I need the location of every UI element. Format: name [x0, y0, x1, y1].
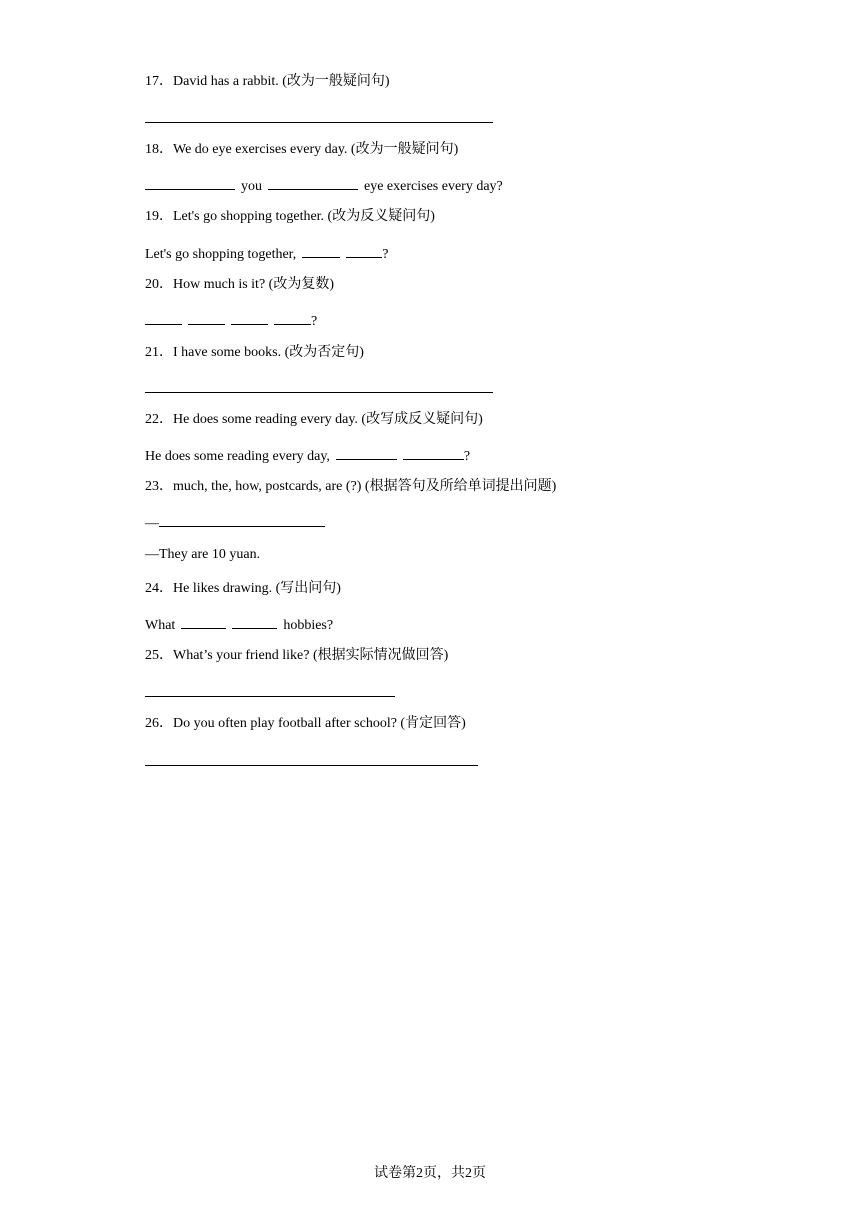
- answer-line-25[interactable]: [145, 696, 395, 697]
- reply-23: [145, 546, 260, 564]
- question-separator: ．: [159, 277, 173, 292]
- question-number: 26: [145, 716, 159, 731]
- question-number: 17: [145, 74, 159, 89]
- question-25: [145, 647, 448, 665]
- answer-blank[interactable]: [145, 310, 182, 325]
- question-21: [145, 344, 364, 362]
- answer-text: hobbies?: [283, 618, 334, 633]
- answer-blank[interactable]: [336, 445, 397, 460]
- question-26: [145, 715, 466, 733]
- answer-blank[interactable]: [181, 614, 226, 629]
- answer-blank[interactable]: [268, 175, 358, 190]
- question-text: What’s your friend like? (根据实际情况做回答): [173, 648, 449, 663]
- answer-blank[interactable]: [232, 614, 277, 629]
- answer-line-17[interactable]: [145, 122, 493, 123]
- question-text: How much is it? (改为复数): [173, 277, 334, 292]
- question-23: [145, 478, 556, 496]
- answer-dash: —: [145, 516, 159, 531]
- answer-24: [145, 614, 333, 635]
- answer-end: ?: [311, 314, 318, 329]
- answer-text: Let's go shopping together,: [145, 247, 297, 262]
- question-text: much, the, how, postcards, are (?) (根据答句及所给单词提出问题): [173, 479, 557, 494]
- page-footer: 试卷第2页，共2页: [374, 1166, 486, 1181]
- answer-22: [145, 445, 470, 466]
- answer-23: [145, 512, 325, 533]
- answer-blank[interactable]: [274, 310, 311, 325]
- question-separator: ．: [159, 74, 173, 89]
- answer-text: What: [145, 618, 176, 633]
- answer-18: [145, 175, 503, 196]
- answer-line-26[interactable]: [145, 765, 478, 766]
- question-text: We do eye exercises every day. (改为一般疑问句): [173, 142, 459, 157]
- question-text: Do you often play football after school? (肯定回答): [173, 716, 466, 731]
- question-number: 19: [145, 209, 159, 224]
- question-number: 24: [145, 581, 159, 596]
- question-separator: ．: [159, 345, 173, 360]
- answer-text: you: [241, 179, 262, 194]
- answer-blank[interactable]: [403, 445, 464, 460]
- answer-text: eye exercises every day?: [364, 179, 503, 194]
- question-22: [145, 411, 483, 429]
- answer-blank[interactable]: [302, 243, 340, 258]
- reply-text: —They are 10 yuan.: [145, 547, 261, 562]
- question-separator: ．: [159, 716, 173, 731]
- question-separator: ．: [159, 142, 173, 157]
- answer-blank[interactable]: [188, 310, 225, 325]
- answer-blank[interactable]: [145, 175, 235, 190]
- answer-end: ?: [382, 247, 389, 262]
- question-separator: ．: [159, 581, 173, 596]
- question-separator: ．: [159, 479, 173, 494]
- question-text: Let's go shopping together. (改为反义疑问句): [173, 209, 435, 224]
- question-text: He does some reading every day. (改写成反义疑问句): [173, 412, 483, 427]
- question-text: He likes drawing. (写出问句): [173, 581, 341, 596]
- question-17: [145, 73, 390, 91]
- answer-19: [145, 243, 389, 264]
- question-text: David has a rabbit. (改为一般疑问句): [173, 74, 390, 89]
- answer-text: He does some reading every day,: [145, 449, 330, 464]
- answer-blank[interactable]: [346, 243, 382, 258]
- question-number: 21: [145, 345, 159, 360]
- question-number: 25: [145, 648, 159, 663]
- question-separator: ．: [159, 412, 173, 427]
- question-separator: ．: [159, 648, 173, 663]
- answer-20: [145, 310, 317, 331]
- question-number: 22: [145, 412, 159, 427]
- question-separator: ．: [159, 209, 173, 224]
- question-number: 20: [145, 277, 159, 292]
- question-number: 23: [145, 479, 159, 494]
- answer-blank[interactable]: [231, 310, 268, 325]
- answer-end: ?: [463, 449, 471, 464]
- question-19: [145, 208, 435, 226]
- question-number: 18: [145, 142, 159, 157]
- answer-blank[interactable]: [159, 512, 325, 527]
- answer-line-21[interactable]: [145, 392, 493, 393]
- question-20: [145, 276, 334, 294]
- question-text: I have some books. (改为否定句): [173, 345, 364, 360]
- question-18: [145, 141, 458, 159]
- question-24: [145, 580, 341, 598]
